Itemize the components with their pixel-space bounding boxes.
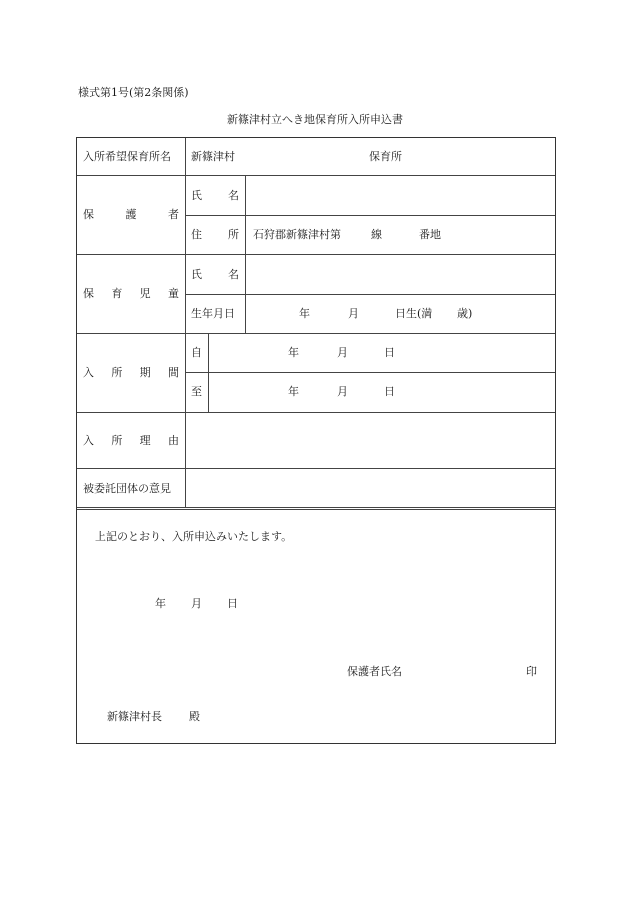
guardian-name-field[interactable]	[251, 189, 549, 203]
declaration-year: 年	[155, 597, 166, 610]
period-from-year: 年	[288, 346, 299, 359]
period-to-month: 月	[337, 385, 348, 398]
child-name-field[interactable]	[251, 268, 549, 282]
birth-month: 月	[348, 307, 359, 320]
period-to-year: 年	[288, 385, 299, 398]
guardian-label: 保 護 者	[83, 208, 179, 221]
address-number: 番地	[419, 228, 441, 241]
guardian-signature-label: 保護者氏名	[347, 665, 402, 678]
child-name-label: 氏 名	[191, 268, 239, 281]
birth-age-unit: 歳)	[457, 307, 473, 320]
form-number: 様式第1号(第2条関係)	[78, 86, 189, 99]
guardian-signature-field[interactable]	[415, 663, 525, 679]
addressee: 新篠津村長	[107, 710, 162, 723]
nursery-prefix: 新篠津村	[191, 150, 235, 163]
declaration-statement: 上記のとおり、入所申込みいたします。	[95, 530, 293, 543]
period-to-day: 日	[384, 385, 395, 398]
form-title: 新篠津村立へき地保育所入所申込書	[227, 113, 403, 126]
application-form-table	[76, 137, 556, 744]
child-label: 保 育 児 童	[83, 287, 179, 300]
guardian-name-label: 氏 名	[191, 189, 239, 202]
period-label: 入 所 期 間	[83, 366, 179, 379]
address-label: 住 所	[191, 228, 239, 241]
birth-day-age: 日生(満	[395, 307, 433, 320]
declaration-day: 日	[227, 597, 238, 610]
period-to-label: 至	[191, 385, 202, 398]
nursery-suffix: 保育所	[369, 150, 402, 163]
birth-year: 年	[299, 307, 310, 320]
address-line: 線	[371, 228, 382, 241]
birth-label: 生年月日	[191, 307, 235, 320]
opinion-field[interactable]	[191, 474, 549, 502]
reason-label: 入 所 理 由	[83, 434, 179, 447]
period-from-day: 日	[384, 346, 395, 359]
address-prefix: 石狩郡新篠津村第	[253, 228, 341, 241]
honorific: 殿	[189, 710, 200, 723]
reason-field[interactable]	[191, 418, 549, 462]
period-from-label: 自	[191, 346, 202, 359]
opinion-label: 被委託団体の意見	[83, 482, 171, 495]
seal-mark: 印	[526, 665, 537, 678]
declaration-month: 月	[191, 597, 202, 610]
period-from-month: 月	[337, 346, 348, 359]
nursery-label: 入所希望保育所名	[83, 150, 171, 163]
